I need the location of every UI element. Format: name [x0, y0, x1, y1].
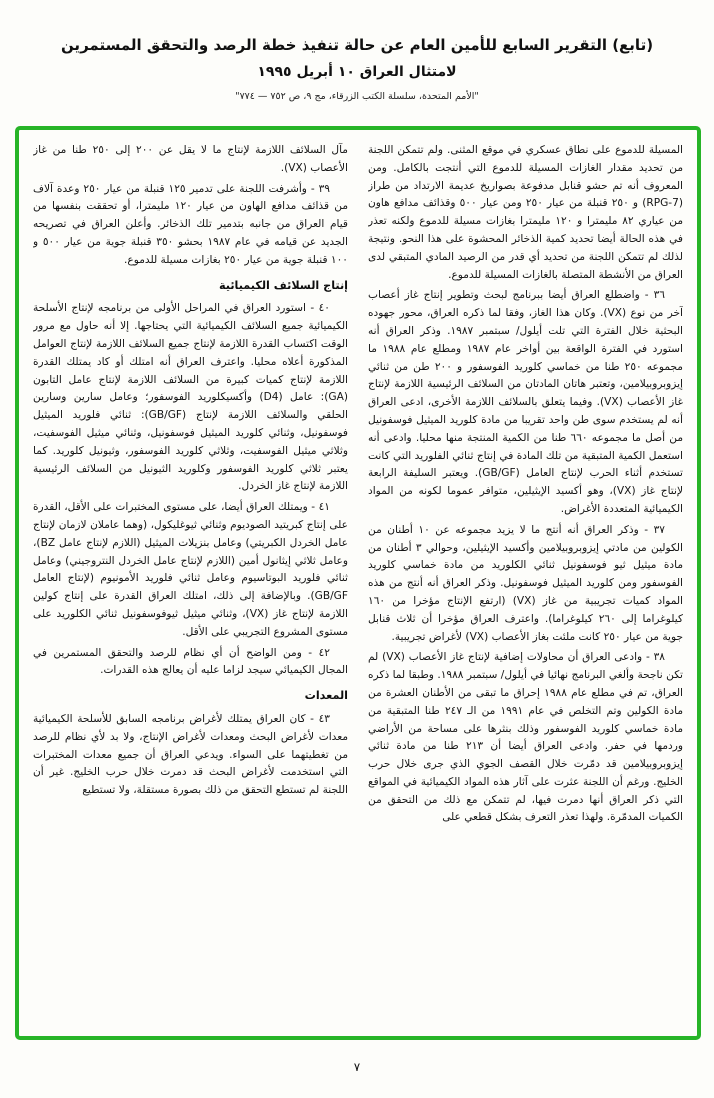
paragraph-38: ٣٨ - وادعى العراق أن محاولات إضافية لإنتاج غاز الأعصاب (VX) لم تكن ناجحة وألغي البرنامج نهائيا في أيلول/ سبتمبر ١٩٨٨. وطبقا لما ذكره العراق، تم في مطلع عام ١٩٨٨ إحراق ما تبقى من الأطنان العشرة من مادة الكولين وتم التخلص في عام ١٩٩١ من الـ ٢٤٧ طنا المتبقية من مادة خماسي كلوريد الفوسفور وذلك بنثرها على مساحة من الأراضي وردمها في حفر. وادعى العراق أيضا أن ٢١٣ طنا من مادة ثنائي إيزوبروبيلامين قد دمّرت خلال القصف الجوي الذي جرى خلال حرب الخليج. ورغم أن اللجنة عثرت على آثار هذه المواد الكيميائية في المواقع التي ذكر العراق أنها دمرت فيها، لم تتمكن مع ذلك من التحقق من الكميات المدمّرة. ولهذا تعذر التعرف بشكل قطعي على [368, 651, 683, 824]
report-title-line-1: (تابع) التقرير السابع للأمين العام عن حالة تنفيذ خطة الرصد والتحقق المستمرين [60, 36, 654, 54]
content-frame [15, 126, 701, 1040]
paragraph-42: ٤٢ - ومن الواضح أن أي نظام للرصد والتحقق المستمرين في المجال الكيميائي سيجد لزاما عليه أن يعالج هذه القدرات. [33, 646, 348, 677]
column-right [368, 142, 683, 1026]
page-number: ٧ [353, 1060, 361, 1074]
paragraph-40: ٤٠ - استورد العراق في المراحل الأولى من برنامجه لإنتاج الأسلحة الكيميائية جميع السلائف الكيميائية التي يحتاجها. إلا أنه حاول مع مرور الوقت اكتساب القدرة اللازمة لإنتاج جميع السلائف اللازمة لإنتاج العوامل المذكورة أعلاه محليا. واعترف العراق أنه امتلك أو كاد يمتلك القدرة اللازمة لإنتاج كميات كبيرة من السلائف اللازمة لإنتاج عامل التابون (GA): عامل (D4) وأكسيكلوريد الفوسفور؛ وعامل سارين وسارين الحلقي والسلائف اللازمة لإنتاج (GB/GF): ثنائي فلوريد الميثيل فوسفونيل، وثنائي كلوريد الميثيل فوسفونيل، وثنائي ميثيل الفوسفيت، وثلاثي ميثيل الفوسفيت، وثلاثي كلوريد الفوسفور، وثيونيل كلوريد. كما يعتبر ثلاثي كلوريد الفوسفور وكلوريد الثيونيل من السلائف الرئيسية اللازمة لإنتاج غاز الخردل. [33, 302, 348, 493]
paragraph-41: ٤١ - ويمتلك العراق أيضا، على مستوى المختبرات على الأقل، القدرة على إنتاج كبريتيد الصوديوم وثنائي ثيوغليكول، (وهما عاملان لازمان لإنتاج عامل الخردل الكبريتي) وعامل بنزيلات الميثيل (اللازم لإنتاج عامل BZ)، وعامل ثلاثي إيثانول أمين (اللازم لإنتاج عامل الخردل النتروجيني) وعامل ثنائي فلوريد البوتاسيوم وعامل ثنائي فلوريد الأمونيوم (لإنتاج العامل GB/GF). وبالإضافة إلى ذلك، امتلك العراق القدرة على إنتاج كولين اللازمة لإنتاج غاز (VX)، وثنائي ميثيل ثيوفوسفونيل ثنائي الكلوريد على مستوى المشروع التجريبي على الأقل. [33, 501, 348, 638]
page-header [0, 0, 714, 102]
paragraph-43: ٤٣ - كان العراق يمتلك لأغراض برنامجه السابق للأسلحة الكيميائية معدات لأغراض البحث ومعدات لأغراض الإنتاج، ولا بد لأي نظام للرصد من تغطيتهما على السواء. ويدعي العراق أن جميع معدات المختبرات التي استخدمت لأغراض البحث قد دمرت خلال حرب الخليج. غير أن اللجنة لم تستطع التحقق من ذلك بصورة مستقلة، ولا تستطيع [33, 712, 348, 797]
paragraph-37: ٣٧ - وذكر العراق أنه أنتج ما لا يزيد مجموعه عن ١٠ أطنان من الكولين من مادتي إيزوبروبيلامين وأكسيد الإيثيلين، وحوالي ٣ أطنان من مادة ميثيل ثيو فوسفونيل ثنائي الكلوريد من مادة خماسي كلوريد الفوسفور ومن كلوريد الميثيل فوسفونيل. وذكر العراق أنه أنتج من هذه المواد كميات تجريبية من غاز (VX) (ارتفع الإنتاج مؤخرا من ١٦٠ كيلوغراما إلى ٢٦٠ كيلوغراما). واعترف العراق مؤخرا أن ثلاث قنابل جوية من عيار ٢٥٠ كانت ملئت بغاز الأعصاب (VX) لأغراض تجريبية. [368, 523, 683, 643]
report-title-line-2: لامتثال العراق ١٠ أبريل ١٩٩٥ [257, 64, 457, 80]
paragraph-39: ٣٩ - وأشرفت اللجنة على تدمير ١٢٥ قنبلة من عيار ٢٥٠ وعدة آلاف من قذائف مدافع الهاون من عيار ١٢٠ مليمترا، أو تحققت بنفسها من قيام العراق من جانبه بتدمير تلك الذخائر. وأعلن العراق في تصريحه الجديد عن قيامه في عام ١٩٨٧ بحشو ٣٥٠ قنبلة جوية من عيار ٥٠٠ و ١٠٠ قنبلة جوية من عيار ٢٥٠ بغازات مسيلة للدموع. [33, 182, 348, 266]
section-heading-equipment: المعدات [304, 689, 348, 703]
paragraph-continuation-left: مآل السلائف اللازمة لإنتاج ما لا يقل عن ٢٠٠ إلى ٢٥٠ طنا من غاز الأعصاب (VX). [33, 144, 348, 174]
column-left [33, 142, 348, 1026]
paragraph-continuation-right: المسيلة للدموع على نطاق عسكري في موقع المثنى. ولم تتمكن اللجنة من تحديد مقدار الغازات المسيلة للدموع التي أنتجت بالكامل. ومن المعروف أنه تم حشو قنابل مدفوعة بصواريخ عديمة الارتداد من طراز (RPG-7) و ٢٥٠ قنبلة من عيار ٢٥٠ ومن عيار ٥٠٠ وقذائف مدافع هاون من عياري ٨٢ مليمترا و ١٢٠ مليمترا بغازات مسيلة للدموع ولكنه تعذر في هذه الحالة أيضا تحديد كمية الذخائر المحشوة على هذا النحو. ونتيجة لذلك لم تتمكن اللجنة من تحديد أي قدر من الرصيد المادي المتبقي لدى العراق من الأنشطة المتصلة بالغازات المسيلة للدموع. [368, 144, 683, 281]
source-citation: "الأمم المتحدة، سلسلة الكتب الزرقاء، مج ٩، ص ٧٥٢ — ٧٧٤" [235, 91, 479, 102]
two-column-layout [19, 130, 697, 1036]
section-heading-chemical-precursors: إنتاج السلائف الكيميائية [218, 278, 348, 292]
paragraph-36: ٣٦ - واضطلع العراق أيضا ببرنامج لبحث وتطوير إنتاج غاز أعصاب آخر من نوع (VX). وكان هذا الغاز، وفقا لما ذكره العراق، محور جهوده البحثية خلال الفترة التي تلت أيلول/ سبتمبر ١٩٨٧. وذكر العراق أنه استورد في الفترة الواقعة بين أواخر عام ١٩٨٧ ومطلع عام ١٩٨٨ ما مجموعه ٢٥٠ طنا من خماسي كلوريد الفوسفور و ٢٠٠ طن من ثنائي إيزوبروبيلامين، وتعتبر هاتان المادتان من السلائف الرئيسية اللازمة لإنتاج غاز الأعصاب (VX). وفيما يتعلق بالسلائف اللازمة الأخرى، ادعى العراق أنه لم يستخدم سوى طن واحد تقريبا من مادة كلوريد الميثيل فوسفونيل من أصل ما مجموعه ٦٦٠ طنا من الكمية المنتجة منها محليا. وادعى أنه استعمل الكمية المتبقية من تلك المادة في إنتاج ثنائي الفلوريد التي كانت تستخدم أثناء الحرب لإنتاج العامل (GB/GF). ويعتبر السليفة الرابعة لإنتاج غاز (VX)، وهو أكسيد الإيثيلين، متوافر عموما لكونه من المواد الكيميائية المتعددة الأغراض. [368, 289, 683, 515]
